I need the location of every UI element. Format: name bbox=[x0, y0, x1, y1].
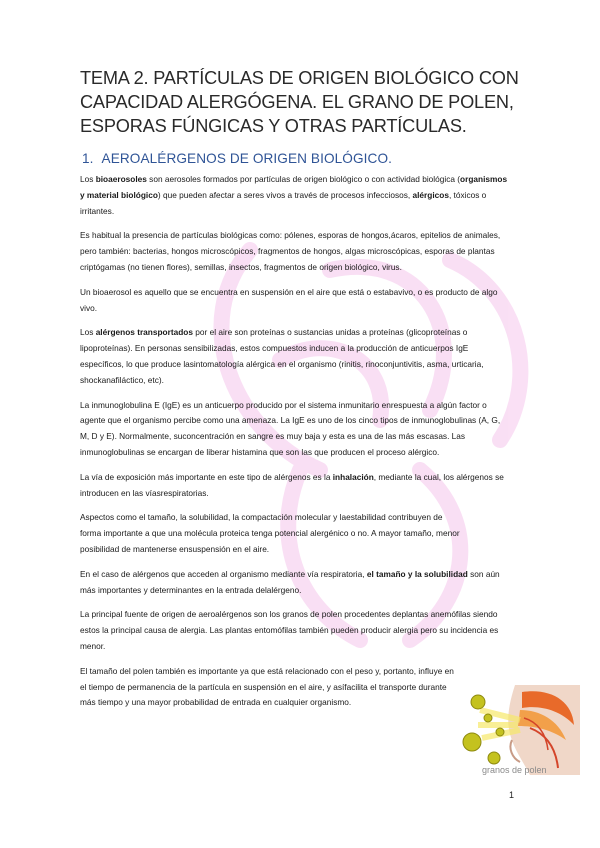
paragraph: Los alérgenos transportados por el aire son proteínas o sustancias unidas a proteínas (glicoproteínas o lipoproteínas). En personas sensibilizadas, estos compuestos inducen a la producción de anticuerpos IgE específicos, lo que produce lasintomatología alérgica en el organismo (rinitis, rinoconjuntivitis, asma, urticaria, shockanafiláctico, etc). bbox=[80, 327, 484, 385]
paragraph: La principal fuente de origen de aeroalérgenos son los granos de polen procedentes deplantas anemófilas siendo estos la principal causa de alergia. Las plantas entomófilas también pueden producir alergia pero su incidencia es menor. bbox=[80, 609, 499, 651]
paragraph: Aspectos como el tamaño, la solubilidad, la compactación molecular y laestabilidad contribuyen de forma importante a que una molécula proteica tenga potencial alergénico o no. A mayor tamaño, menor posibilidad de mantenerse ensuspensión en el aire. bbox=[80, 512, 460, 554]
body-text bbox=[80, 172, 510, 720]
paragraph: Los bioaerosoles son aerosoles formados por partículas de origen biológico o con actividad biológica (organismos y material biológico) que pueden afectar a seres vivos a través de procesos infecciosos, alérgicos, tóxicos o irritantes. bbox=[80, 174, 508, 216]
paragraph: Es habitual la presencia de partículas biológicas como: pólenes, esporas de hongos,ácaros, epitelios de animales, pero también: bacterias, hongos microscópicos, fragmentos de hongos, algas microscópicas, esporas de plantas criptógamas (no tienen flores), semillas, insectos, fragmentos de origen biológico, virus. bbox=[80, 230, 501, 272]
section-heading bbox=[82, 151, 392, 166]
section-label: AEROALÉRGENOS DE ORIGEN BIOLÓGICO. bbox=[101, 151, 392, 166]
paragraph: La vía de exposición más importante en este tipo de alérgenos es la inhalación, mediante la cual, los alérgenos se introducen en las víasrespiratorias. bbox=[80, 471, 504, 498]
paragraph: Un bioaerosol es aquello que se encuentra en suspensión en el aire que está o estabavivo, o es producto de algo vivo. bbox=[80, 286, 498, 313]
page-title: TEMA 2. PARTÍCULAS DE ORIGEN BIOLÓGICO CON CAPACIDAD ALERGÓGENA. EL GRANO DE POLEN, ESPORAS FÚNGICAS Y OTRAS PARTÍCULAS. bbox=[80, 68, 519, 136]
paragraph: La inmunoglobulina E (IgE) es un anticuerpo producido por el sistema inmunitario enrespuesta a algún factor o agente que el organismo percibe como una amenaza. La IgE es uno de los cinco tipos de inmunoglobulinas (A, G, M, D y E). Normalmente, suconcentración en sangre es muy baja y esta es una de las más escasas. Las inmunoglobulinas se encargan de liberar histamina que son las que producen el proceso alérgico. bbox=[80, 399, 501, 457]
paragraph: En el caso de alérgenos que acceden al organismo mediante vía respiratoria, el tamaño y la solubilidad son aún más importantes y determinantes en la entrada delalérgeno. bbox=[80, 568, 500, 595]
page-number: 1 bbox=[509, 790, 515, 800]
paragraph: El tamaño del polen también es importante ya que está relacionado con el peso y, portanto, influye en el tiempo de permanencia de la partícula en suspensión en el aire, y asífacilita el transporte durante más tiempo y una mayor probabilidad de entrada en cualquier organismo. bbox=[80, 665, 454, 708]
section-number: 1. bbox=[82, 151, 94, 166]
figure-caption: granos de polen bbox=[482, 765, 547, 775]
